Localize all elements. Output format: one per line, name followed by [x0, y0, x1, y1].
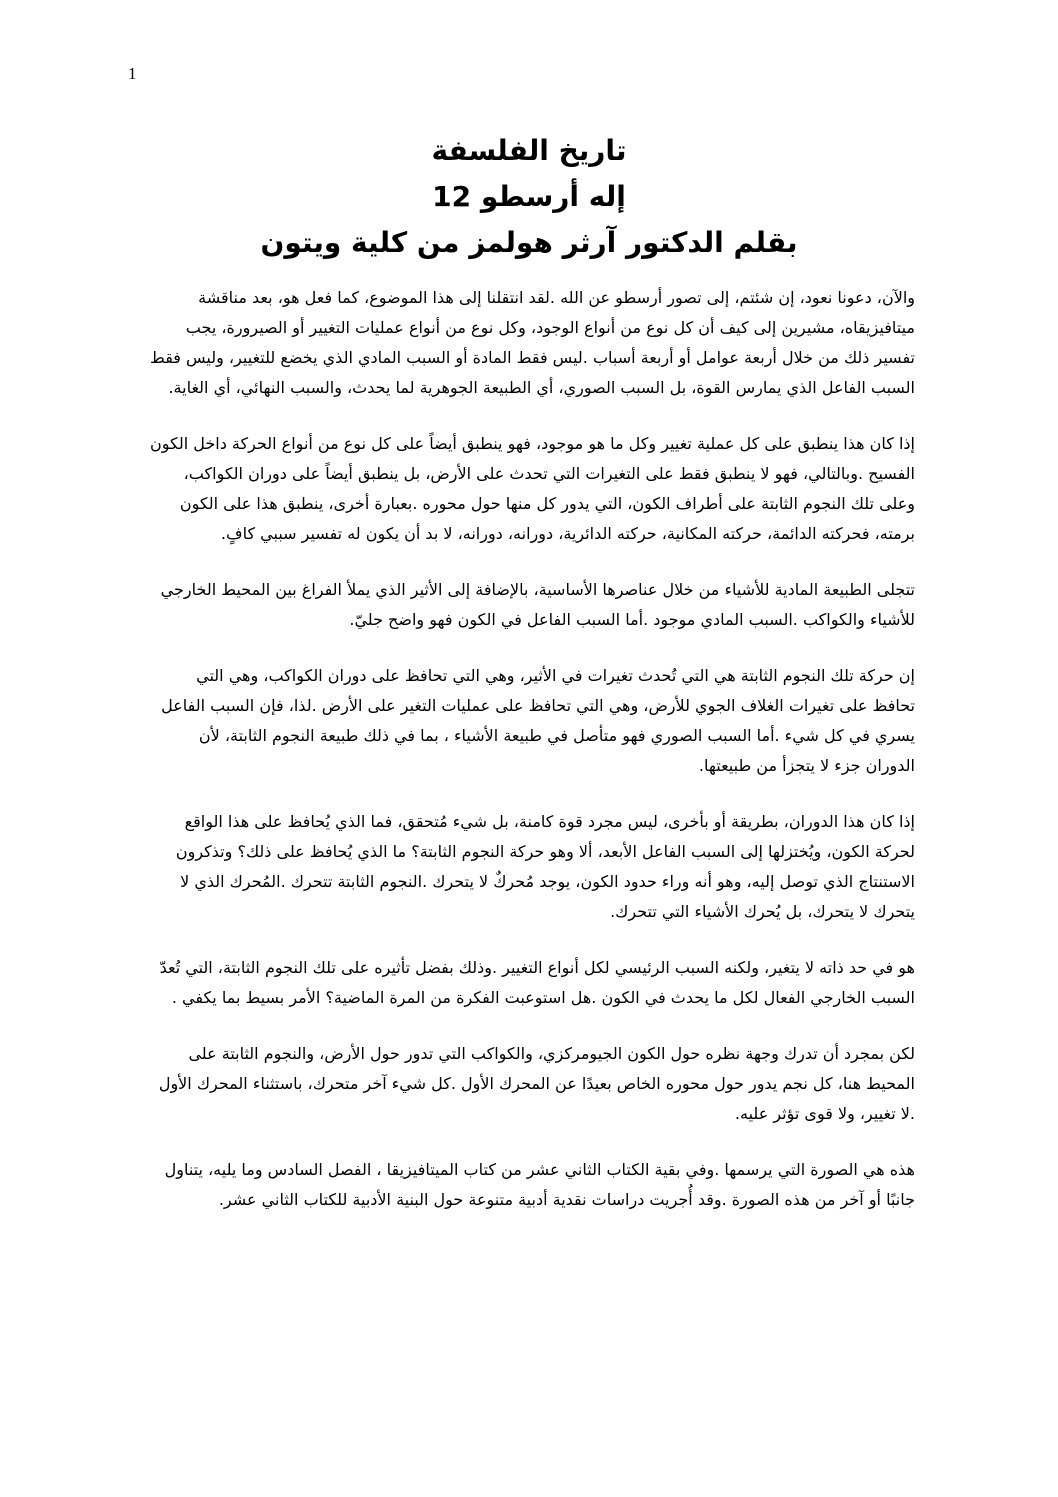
paragraph-6: هو في حد ذاته لا يتغير، ولكنه السبب الرئيسي لكل أنواع التغيير .وذلك بفضل تأثيره على تلك النجوم الثابتة، التي تُعدّ السبب الخارجي الفعال لكل ما يحدث في الكون .هل استوعبت الفكرة من المرة الماضية؟ الأمر بسيط بما يكفي . — [159, 958, 915, 1007]
page-number: 1 — [128, 64, 137, 83]
paragraph-3: تتجلى الطبيعة المادية للأشياء من خلال عناصرها الأساسية، بالإضافة إلى الأثير الذي يملأ الفراغ بين المحيط الخارجي للأشياء والكواكب .السبب المادي موجود .أما السبب الفاعل في الكون فهو واضح جليّ. — [160, 580, 915, 629]
title-series: تاريخ الفلسفة — [431, 134, 627, 167]
paragraph-2: إذا كان هذا ينطبق على كل عملية تغيير وكل ما هو موجود، فهو ينطبق أيضاً على كل نوع من أنواع الحركة داخل الكون الفسيح .وبالتالي، فهو لا ينطبق فقط على التغيرات التي تحدث على الأرض، بل ينطبق أيضاً على دوران الكواكب، وعلى تلك النجوم الثابتة على أطراف الكون، التي يدور كل منها حول محوره .بعبارة أخرى، ينطبق هذا على الكون برمته، فحركته الدائمة، حركته المكانية، حركته الدائرية، دورانه، دورانه، لا بد أن يكون له تفسير سببي كافٍ. — [150, 434, 915, 543]
document-title — [150, 128, 908, 266]
paragraph-7: لكن بمجرد أن تدرك وجهة نظره حول الكون الجيومركزي، والكواكب التي تدور حول الأرض، والنجوم الثابتة على المحيط هنا، كل نجم يدور حول محوره الخاص بعيدًا عن المحرك الأول .كل شيء آخر متحرك، باستثناء المحرك الأول .لا تغيير، ولا قوى تؤثر عليه. — [158, 1044, 915, 1123]
title-author: بقلم الدكتور آرثر هولمز من كلية ويتون — [260, 226, 798, 259]
title-lecture: إله أرسطو 12 — [432, 180, 626, 213]
paragraph-8: هذه هي الصورة التي يرسمها .وفي بقية الكتاب الثاني عشر من كتاب الميتافيزيقا ، الفصل السادس وما يليه، يتناول جانبًا أو آخر من هذه الصورة .وقد أُجريت دراسات نقدية أدبية متنوعة حول البنية الأدبية للكتاب الثاني عشر. — [164, 1160, 915, 1209]
paragraph-1: والآن، دعونا نعود، إن شئتم، إلى تصور أرسطو عن الله .لقد انتقلنا إلى هذا الموضوع، كما فعل هو، بعد مناقشة ميتافيزيقاه، مشيرين إلى كيف أن كل نوع من أنواع الوجود، وكل نوع من أنواع عمليات التغيير أو الصيرورة، يجب تفسير ذلك من خلال أربعة عوامل أو أربعة أسباب .ليس فقط المادة أو السبب المادي الذي يخضع للتغيير، وليس فقط السبب الفاعل الذي يمارس القوة، بل السبب الصوري، أي الطبيعة الجوهرية لما يحدث، والسبب النهائي، أي الغاية. — [150, 288, 915, 397]
paragraph-5: إذا كان هذا الدوران، بطريقة أو بأخرى، ليس مجرد قوة كامنة، بل شيء مُتحقق، فما الذي يُحافظ على هذا الواقع لحركة الكون، ويُختزلها إلى السبب الفاعل الأبعد، ألا وهو حركة النجوم الثابتة؟ ما الذي يُحافظ على ذلك؟ وتذكرون الاستنتاج الذي توصل إليه، وهو أنه وراء حدود الكون، يوجد مُحركٌ لا يتحرك .النجوم الثابتة تتحرك .المُحرك الذي لا يتحرك لا يتحرك، بل يُحرك الأشياء التي تتحرك. — [175, 812, 915, 921]
document-body — [150, 283, 915, 1241]
paragraph-4: إن حركة تلك النجوم الثابتة هي التي تُحدث تغيرات في الأثير، وهي التي تحافظ على دوران الكواكب، وهي التي تحافظ على تغيرات الغلاف الجوي للأرض، وهي التي تحافظ على عمليات التغير على الأرض .لذا، فإن السبب الفاعل يسري في كل شيء .أما السبب الصوري فهو متأصل في طبيعة الأشياء ، بما في ذلك طبيعة النجوم الثابتة، لأن الدوران جزء لا يتجزأ من طبيعتها. — [161, 666, 915, 775]
